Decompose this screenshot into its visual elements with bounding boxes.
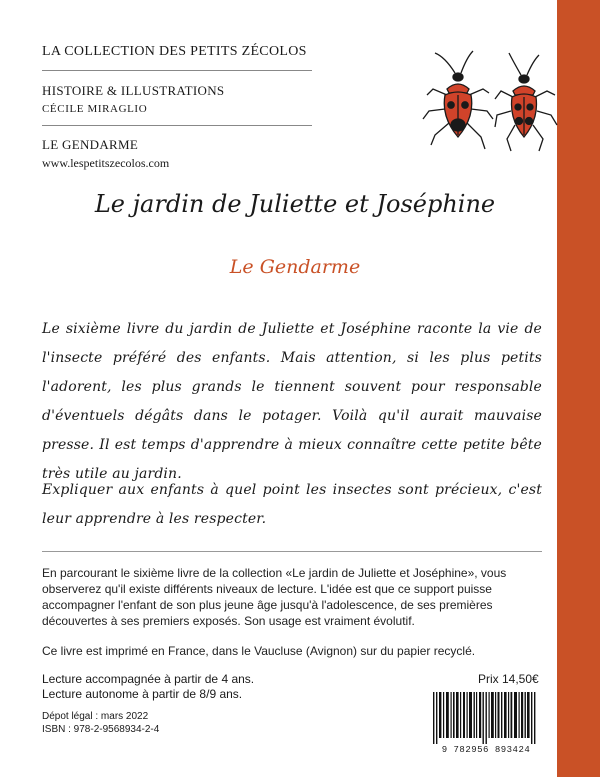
reading-levels	[42, 672, 254, 702]
book-subtitle: Le Gendarme	[229, 256, 361, 278]
firebug-right-illustration	[495, 53, 557, 151]
barcode-digits: 9 782956 893424	[441, 745, 531, 755]
credit-heading: HISTOIRE & ILLUSTRATIONS	[42, 83, 225, 98]
barcode	[425, 690, 547, 760]
website-url: www.lespetitszecolos.com	[42, 156, 170, 170]
firebug-left-illustration	[423, 51, 493, 149]
script-paragraph-2: Expliquer aux enfants à quel point les insectes sont précieux, c'est leur apprendre à les respecter.	[42, 482, 542, 527]
series-title: LA COLLECTION DES PETITS ZÉCOLOS	[42, 44, 312, 71]
body-paragraph-2: Ce livre est imprimé en France, dans le Vaucluse (Avignon) sur du papier recyclé.	[42, 644, 476, 658]
reading-level-accompanied: Lecture accompagnée à partir de 4 ans.	[42, 672, 255, 686]
isbn: ISBN : 978-2-9568934-2-4	[42, 723, 160, 735]
firebug-illustrations	[415, 45, 565, 155]
reading-level-autonomous: Lecture autonome à partir de 8/9 ans.	[42, 687, 243, 701]
script-paragraph-1: Le sixième livre du jardin de Juliette et Joséphine raconte la vie de l'insecte préféré des enfants. Mais attention, si les plus petits l'adorent, les plus grands le tiennent souvent pour responsable d'éventuels dégâts dans le potager. Voilà qu'il aurait mauvaise presse. Il est temps d'apprendre à mieux connaître cette petite bête très utile au jardin.	[42, 321, 542, 482]
legal-info	[42, 711, 159, 736]
book-name: LE GENDARME	[42, 137, 139, 152]
price-label: Prix 14,50€	[478, 672, 539, 686]
author-name: CÉCILE MIRAGLIO	[42, 103, 312, 126]
header-block	[42, 44, 312, 171]
section-divider	[42, 551, 542, 552]
body-paragraph-1: En parcourant le sixième livre de la collection «Le jardin de Juliette et Joséphine», vous observerez qu'il existe différents niveaux de lecture. L'idée est que ce support puisse accompagner l'enfant de son plus jeune âge jusqu'à l'adolescence, de ses premières découvertes à ses premiers exposés. Son usage est vraiment évolutif.	[42, 566, 507, 628]
legal-deposit: Dépot légal : mars 2022	[42, 711, 149, 722]
barcode-bars	[431, 692, 541, 744]
book-title: Le jardin de Juliette et Joséphine	[94, 190, 496, 218]
